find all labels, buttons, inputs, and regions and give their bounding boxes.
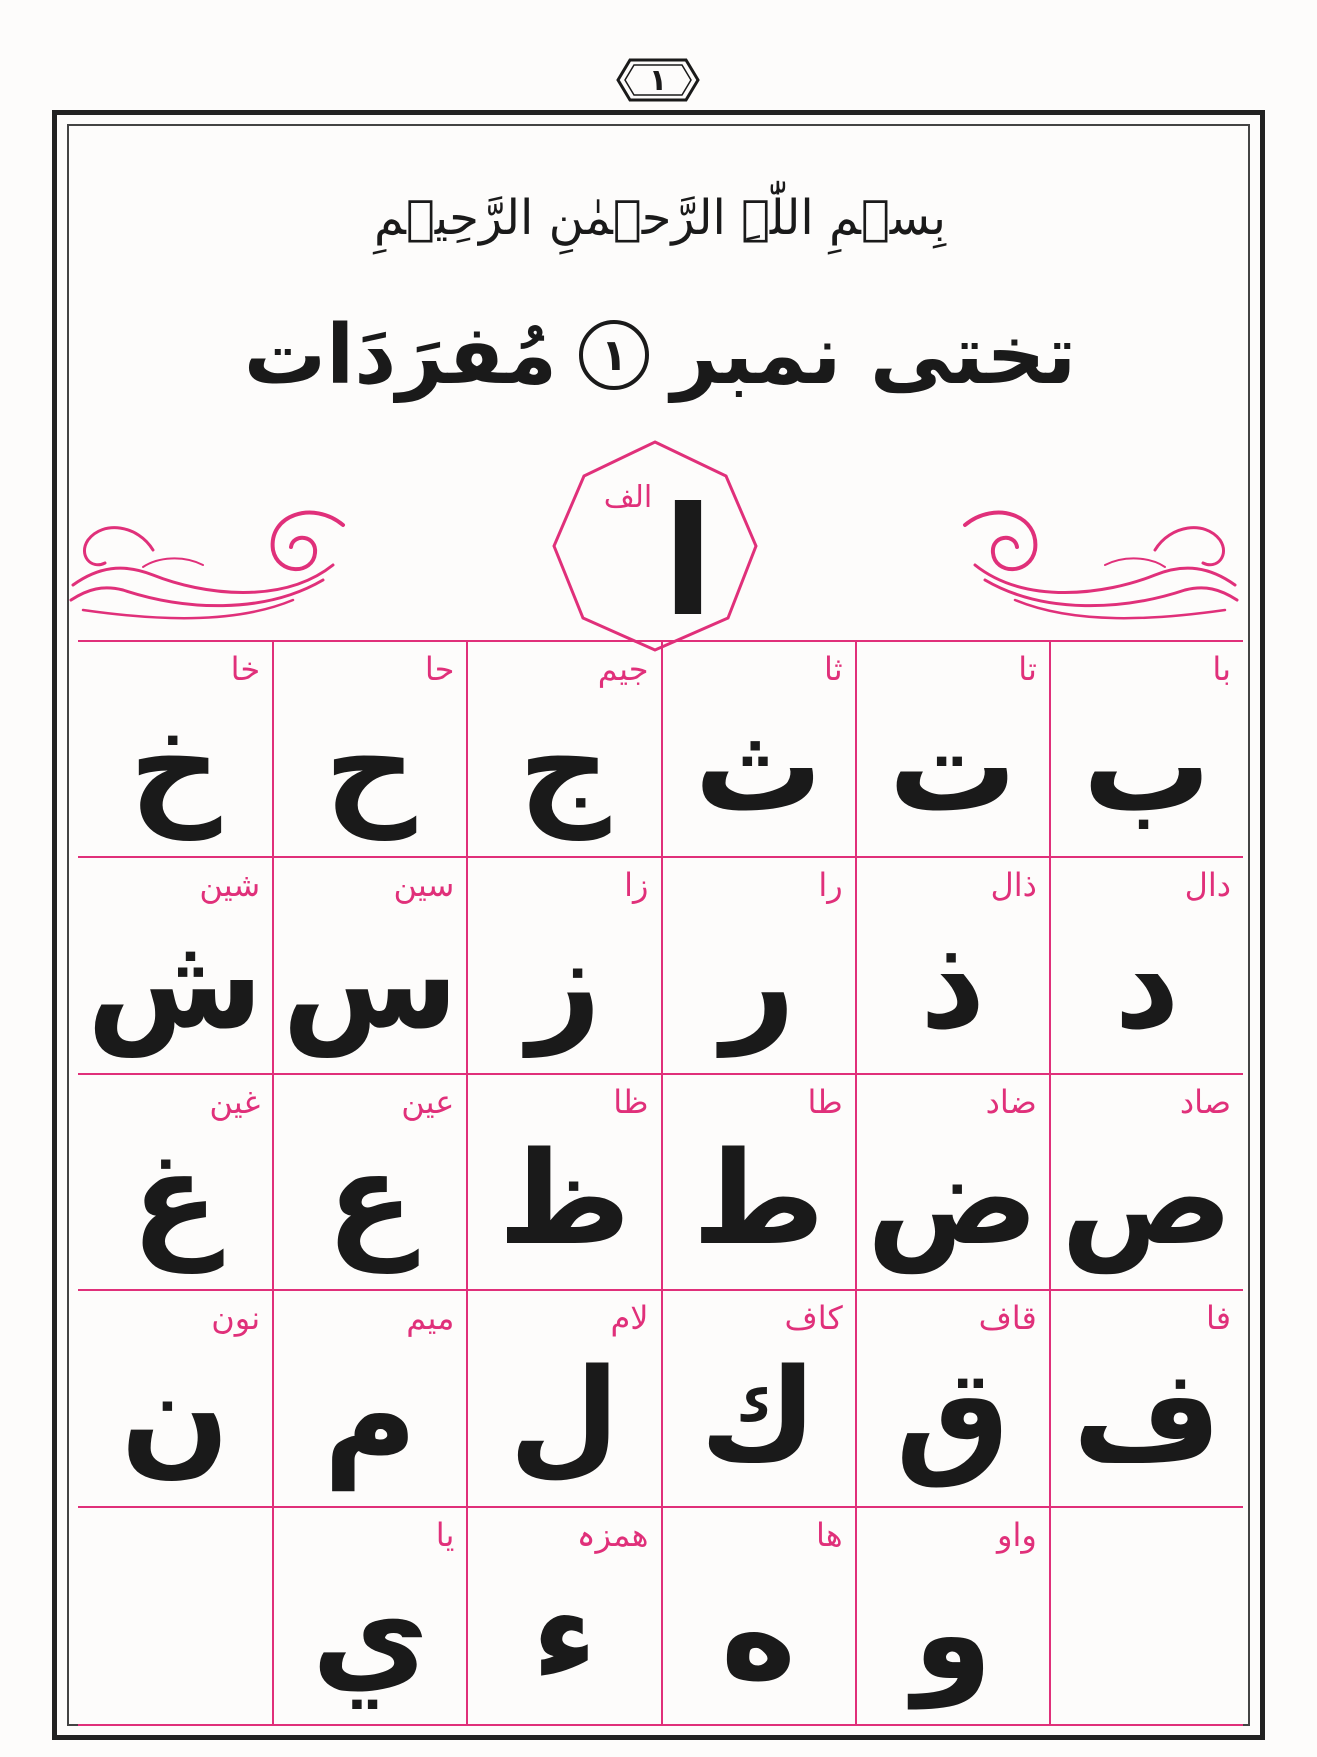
letter-name: تا [1018,650,1037,688]
letter-cell [466,1291,660,1507]
letter-cell [1049,1075,1243,1291]
letter-glyph: ب [1082,692,1212,842]
letter-glyph: ن [120,1341,230,1491]
letter-name: فا [1205,1299,1231,1338]
letter-cell [1049,1291,1243,1507]
title-number-circle [579,320,649,390]
letter-glyph: ذ [919,908,986,1058]
letter-name: عین [401,1082,455,1121]
letter-name: با [1212,650,1231,688]
letter-name: میم [406,1299,455,1338]
letter-cell [272,1508,466,1724]
letter-glyph: ل [508,1341,620,1491]
letter-name: ثا [824,650,843,688]
letter-glyph: ط [692,1125,826,1275]
letter-cell [855,642,1049,858]
letter-name: خا [230,650,261,688]
letter-name: واو [997,1515,1037,1554]
letter-cell [272,1075,466,1291]
letter-name: قاف [978,1299,1037,1338]
letter-cell [661,1291,855,1507]
letter-glyph: ع [326,1125,414,1275]
letter-glyph: ظ [497,1125,631,1275]
letter-glyph: د [1114,908,1180,1058]
letter-cell [272,1291,466,1507]
letter-cell [466,1508,660,1724]
page-title [200,280,1120,430]
letter-name: ھا [816,1515,843,1554]
letter-name: حا [424,650,455,688]
letter-glyph: ر [721,908,796,1058]
title-number: ١ [600,329,628,381]
letter-cell [466,1075,660,1291]
letter-cell [661,1508,855,1724]
letter-cell [78,1508,272,1724]
letter-cell [855,1508,1049,1724]
letter-cell [272,858,466,1074]
letter-glyph: ض [866,1125,1039,1275]
letter-glyph: ه [720,1559,797,1709]
letter-glyph: ج [518,692,611,842]
letter-cell [661,1075,855,1291]
letter-glyph: ز [527,908,602,1058]
featured-letter-alif [548,438,763,653]
letter-glyph: س [281,908,459,1058]
letter-cell [661,642,855,858]
letter-glyph: غ [131,1125,219,1275]
featured-letter-name: الف [603,480,653,515]
letters-grid [78,640,1243,1726]
letter-name: طا [807,1082,843,1121]
letter-glyph: ص [1060,1125,1234,1275]
swirl-ornament-right-icon [955,505,1240,635]
swirl-ornament-left-icon [68,505,353,635]
letter-glyph: م [323,1341,418,1491]
letter-name: غین [209,1082,261,1121]
letter-glyph: ح [324,692,417,842]
letter-glyph: ث [694,692,823,842]
page-number-badge [616,58,700,102]
letter-cell [78,642,272,858]
letter-name: لام [610,1299,649,1338]
letter-name: جیم [597,650,649,688]
letter-name: ضاد [985,1082,1037,1121]
letter-cell [855,858,1049,1074]
letter-cell [466,858,660,1074]
letter-glyph: و [912,1559,993,1709]
letter-cell [1049,1508,1243,1724]
letter-name: ظا [613,1082,649,1121]
letter-name: دال [1184,866,1231,905]
letter-cell [466,642,660,858]
letter-name: ذال [990,866,1037,905]
letter-glyph: ك [699,1341,818,1491]
letter-glyph: ء [531,1559,598,1709]
letter-name: ھمزہ [576,1515,649,1554]
letter-cell [78,1291,272,1507]
letter-cell [1049,642,1243,858]
letter-name: نون [211,1299,261,1338]
letter-cell [855,1291,1049,1507]
letter-cell [272,642,466,858]
letter-glyph: ش [86,908,264,1058]
page-number: ١ [648,62,668,98]
letter-cell [78,1075,272,1291]
letter-cell [855,1075,1049,1291]
letter-name: زا [624,866,649,905]
letter-name: صاد [1179,1082,1231,1121]
letter-name: شین [199,866,261,905]
letter-glyph: ف [1072,1341,1222,1491]
letter-name: را [818,866,843,905]
letter-name: سین [393,866,455,905]
letter-cell [78,858,272,1074]
bismillah-heading: بِسۡمِ اللّٰہِ الرَّحۡمٰنِ الرَّحِیۡمِ [374,190,946,246]
letter-cell [1049,858,1243,1074]
letter-name: کاف [784,1299,843,1338]
featured-letter-glyph: ا [662,476,714,650]
title-part-1: تختی نمبر [671,307,1077,403]
letter-glyph: خ [128,692,222,842]
letter-cell [661,858,855,1074]
letter-glyph: ي [311,1559,429,1709]
letter-name: یا [435,1515,455,1554]
title-part-2: مُفرَدَات [243,307,558,403]
letter-glyph: ت [888,692,1018,842]
letter-glyph: ق [895,1341,1010,1491]
